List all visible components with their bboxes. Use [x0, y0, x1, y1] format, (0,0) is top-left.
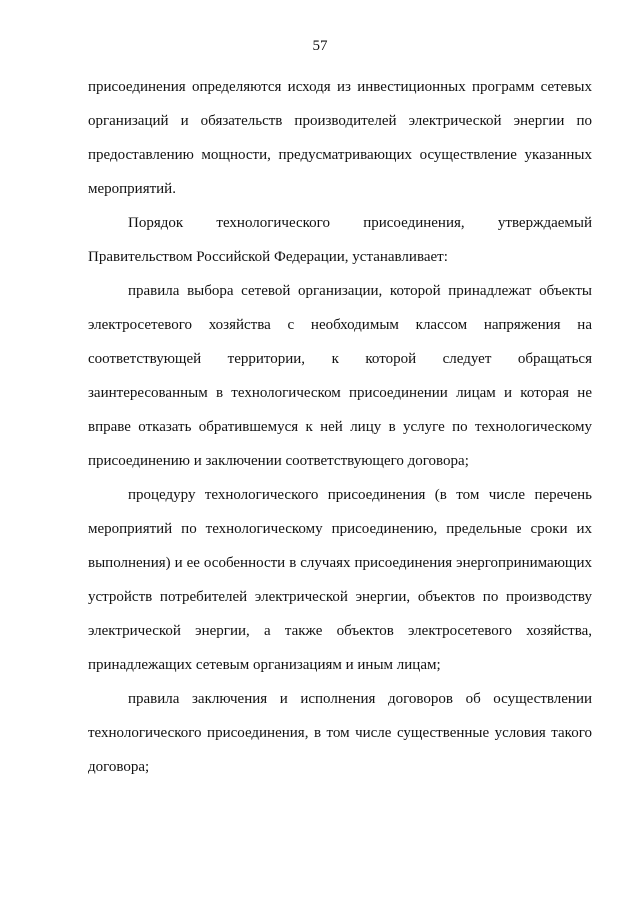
page-number: 57	[312, 38, 328, 54]
paragraph-procedure-intro: Порядок технологического присоединения, утверждаемый Правительством Российской Федерации, устанавливает:	[88, 215, 592, 265]
paragraph-network-selection-rules: правила выбора сетевой организации, которой принадлежат объекты электросетевого хозяйства с необходимым классом напряжения на соответствующей территории, к которой следует обращаться заинтересованным в технологическом присоединении лицам и которая не вправе отказать обратившемуся к ней лицу в услуге по технологическому присоединению и заключении соответствующего договора;	[88, 283, 592, 469]
paragraph-continuation: присоединения определяются исходя из инвестиционных программ сетевых организаций и обязательств производителей электрической энергии по предоставлению мощности, предусматривающих осуществление указанных мероприятий.	[88, 79, 592, 197]
paragraph-contract-rules: правила заключения и исполнения договоров об осуществлении технологического присоединения, в том числе существенные условия такого договора;	[88, 691, 592, 775]
paragraph-connection-procedure: процедуру технологического присоединения (в том числе перечень мероприятий по технологическому присоединению, предельные сроки их выполнения) и ее особенности в случаях присоединения энергопринимающих устройств потребителей электрической энергии, объектов по производству электрической энергии, а также объектов электросетевого хозяйства, принадлежащих сетевым организациям и иным лицам;	[88, 487, 592, 673]
document-body	[88, 70, 592, 784]
